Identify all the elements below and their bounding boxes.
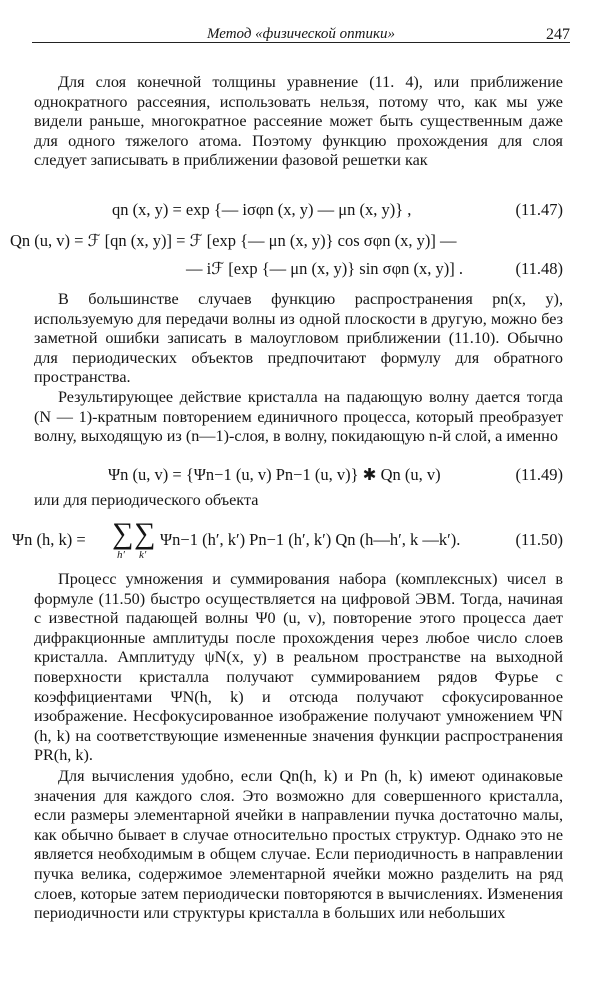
equation-number-11-47: (11.47) (515, 200, 563, 219)
equation-number-11-49: (11.49) (515, 465, 563, 484)
paragraph-3: Результирующее действие кристалла на падающую волну дается тогда (N — 1)-кратным повторением единичного процесса, который преобразует волну, выходящую из (n—1)-слоя, в волну, покидающую n-й слой, а именно (34, 388, 563, 446)
paragraph-4: или для периодического объекта (34, 491, 259, 509)
sum-symbol-2: ∑ (134, 517, 156, 550)
paragraph-6: Для вычисления удобно, если Qn(h, k) и Pn (h, k) имеют одинаковые значения для каждого слоя. Это возможно для совершенного кристалла, если размеры элементарной ячейки в направлении пучка достаточно малы, как обычно бывает в случае относительно простых структур. Однако это не является необходимым в общем случае. Если периодичность в направлении пучка велика, содержимое элементарной ячейки можно разделить на ряд слоев, которые затем периодически повторяются в вычислениях. Изменения периодичности или структуры кристалла в больших или небольших (34, 767, 563, 923)
equation-number-11-50: (11.50) (515, 530, 563, 549)
sum-index-k: k′ (139, 549, 147, 561)
paragraph-2: В большинстве случаев функцию распространения pn(x, y), используемую для передачи волны из одной плоскости в другую, можно без заметной ошибки записать в малоугловом приближении (11.10). Обычно для периодических объектов предпочитают формулу для обратного пространства. (34, 290, 563, 387)
equation-11-48-line-2: — iℱ [exp {— μn (x, y)} sin σφn (x, y)] . (186, 259, 463, 278)
paragraph-5: Процесс умножения и суммирования набора (комплексных) чисел в формуле (11.50) быстро осуществляется на цифровой ЭВМ. Тогда, начиная с известной падающей волны Ψ0 (u, v), повторение этого процесса дает дифракционные амплитуды после прохождения через любое число слоев кристалла. Амплитуду ψN(x, y) в реальном пространстве на выходной поверхности кристалла получают суммированием рядов Фурье с коэффициентами ΨN(h, k) и отсюда получают сфокусированное изображение. Несфокусированное изображение получают умножением ΨN (h, k) на соответствующие измененные значения функции распространения PR(h, k). (34, 570, 563, 765)
equation-11-47: qn (x, y) = exp {— iσφn (x, y) — μn (x, y)} , (112, 200, 412, 219)
sum-index-h: h′ (117, 549, 125, 561)
equation-11-49: Ψn (u, v) = {Ψn−1 (u, v) Pn−1 (u, v)} ✱ Qn (u, v) (108, 465, 441, 484)
sum-symbol-1: ∑ (112, 517, 134, 550)
page-number: 247 (546, 26, 570, 43)
paragraph-1: Для слоя конечной толщины уравнение (11. 4), или приближение однократного рассеяния, использовать нельзя, потому что, как мы уже видели раньше, многократное рассеяние может быть существенным даже для одного тяжелого атома. Поэтому функцию прохождения для слоя следует записывать в приближении фазовой решетки как (34, 73, 563, 170)
running-head: Метод «физической оптики» (206, 26, 396, 42)
equation-number-11-48: (11.48) (515, 259, 563, 278)
page-header (32, 12, 570, 43)
equation-11-50-lhs: Ψn (h, k) = (12, 530, 86, 549)
equation-11-50-rhs: Ψn−1 (h′, k′) Pn−1 (h′, k′) Qn (h—h′, k —k′). (160, 530, 461, 549)
equation-11-48-line-1: Qn (u, v) = ℱ [qn (x, y)] = ℱ [exp {— μn (x, y)} cos σφn (x, y)] — (10, 231, 457, 250)
